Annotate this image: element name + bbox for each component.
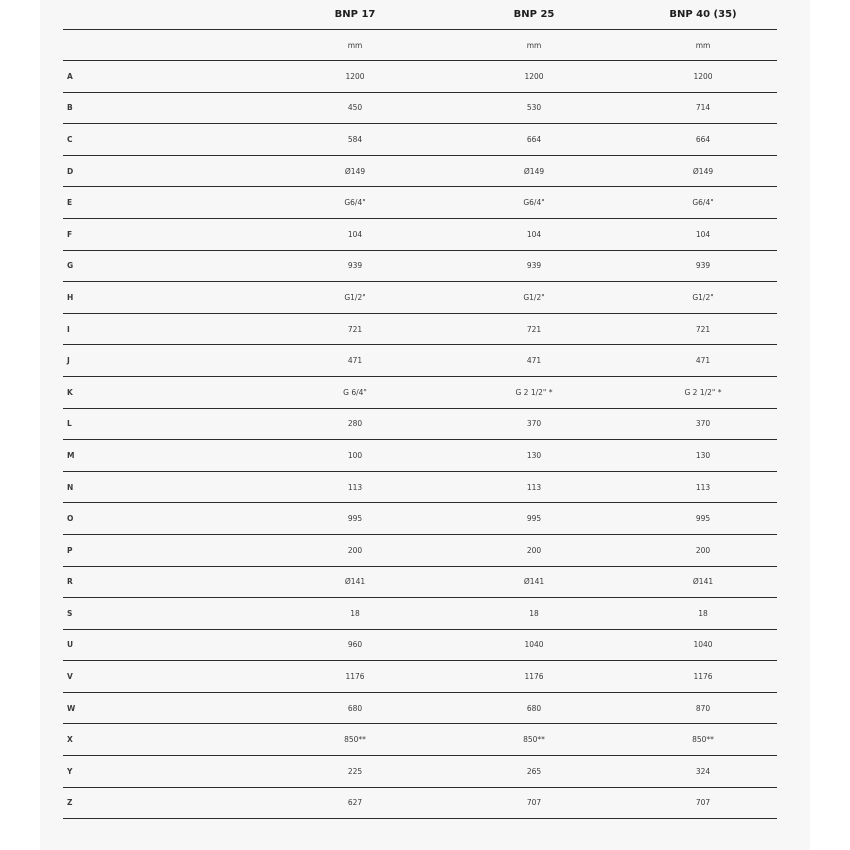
- value-cell: 680: [439, 692, 629, 724]
- value-cell: Ø149: [439, 155, 629, 187]
- row-label: B: [63, 92, 271, 124]
- value-cell: 707: [629, 787, 777, 819]
- table-row: [63, 692, 777, 724]
- table-row: [63, 534, 777, 566]
- table-row: [63, 629, 777, 661]
- value-cell: 130: [439, 440, 629, 472]
- value-cell: 1200: [271, 61, 439, 93]
- value-cell: 265: [439, 756, 629, 788]
- value-cell: 471: [629, 345, 777, 377]
- value-cell: 18: [271, 598, 439, 630]
- table-row: [63, 250, 777, 282]
- value-cell: 104: [271, 218, 439, 250]
- value-cell: 471: [439, 345, 629, 377]
- table-row: [63, 92, 777, 124]
- table-row: [63, 282, 777, 314]
- value-cell: 113: [629, 471, 777, 503]
- table-row: [63, 471, 777, 503]
- value-cell: 1040: [629, 629, 777, 661]
- table-row: [63, 440, 777, 472]
- value-cell: G 6/4": [271, 376, 439, 408]
- value-cell: 370: [629, 408, 777, 440]
- value-cell: 1200: [629, 61, 777, 93]
- row-label: M: [63, 440, 271, 472]
- table-row: [63, 155, 777, 187]
- value-cell: G 2 1/2" *: [629, 376, 777, 408]
- table-row: [63, 661, 777, 693]
- row-label: H: [63, 282, 271, 314]
- value-cell: 714: [629, 92, 777, 124]
- table-row: [63, 787, 777, 819]
- value-cell: 870: [629, 692, 777, 724]
- table-row: [63, 313, 777, 345]
- table-header: [63, 0, 777, 30]
- unit-label-cell: [63, 30, 271, 61]
- value-cell: 627: [271, 787, 439, 819]
- row-label: F: [63, 218, 271, 250]
- value-cell: 995: [439, 503, 629, 535]
- row-label: O: [63, 503, 271, 535]
- value-cell: 370: [439, 408, 629, 440]
- value-cell: 850**: [629, 724, 777, 756]
- value-cell: 530: [439, 92, 629, 124]
- unit-row: [63, 30, 777, 61]
- column-header-bnp-17: BNP 17: [271, 0, 439, 30]
- header-label-cell: [63, 0, 271, 30]
- column-header-bnp-40: BNP 40 (35): [629, 0, 777, 30]
- value-cell: G 2 1/2" *: [439, 376, 629, 408]
- row-label: R: [63, 566, 271, 598]
- value-cell: 939: [439, 250, 629, 282]
- row-label: C: [63, 124, 271, 156]
- value-cell: 721: [629, 313, 777, 345]
- value-cell: 584: [271, 124, 439, 156]
- value-cell: G1/2": [271, 282, 439, 314]
- unit-cell: mm: [439, 30, 629, 61]
- value-cell: 324: [629, 756, 777, 788]
- table-row: [63, 756, 777, 788]
- value-cell: 1176: [629, 661, 777, 693]
- value-cell: 850**: [271, 724, 439, 756]
- value-cell: 450: [271, 92, 439, 124]
- dimensions-table: [63, 0, 777, 819]
- unit-cell: mm: [271, 30, 439, 61]
- value-cell: 200: [439, 534, 629, 566]
- row-label: Z: [63, 787, 271, 819]
- value-cell: Ø141: [629, 566, 777, 598]
- value-cell: 104: [439, 218, 629, 250]
- value-cell: 707: [439, 787, 629, 819]
- value-cell: 113: [271, 471, 439, 503]
- row-label: E: [63, 187, 271, 219]
- value-cell: G6/4": [629, 187, 777, 219]
- value-cell: 939: [271, 250, 439, 282]
- row-label: V: [63, 661, 271, 693]
- unit-cell: mm: [629, 30, 777, 61]
- row-label: J: [63, 345, 271, 377]
- row-label: I: [63, 313, 271, 345]
- row-label: N: [63, 471, 271, 503]
- value-cell: 104: [629, 218, 777, 250]
- value-cell: 200: [271, 534, 439, 566]
- value-cell: 850**: [439, 724, 629, 756]
- value-cell: G1/2": [439, 282, 629, 314]
- value-cell: G6/4": [439, 187, 629, 219]
- value-cell: Ø149: [271, 155, 439, 187]
- value-cell: 995: [271, 503, 439, 535]
- value-cell: 113: [439, 471, 629, 503]
- table-row: [63, 566, 777, 598]
- value-cell: 18: [439, 598, 629, 630]
- value-cell: 100: [271, 440, 439, 472]
- row-label: A: [63, 61, 271, 93]
- value-cell: 1176: [271, 661, 439, 693]
- table-body: [63, 30, 777, 819]
- value-cell: 960: [271, 629, 439, 661]
- row-label: G: [63, 250, 271, 282]
- value-cell: Ø141: [439, 566, 629, 598]
- row-label: L: [63, 408, 271, 440]
- table-row: [63, 345, 777, 377]
- value-cell: Ø141: [271, 566, 439, 598]
- table-row: [63, 598, 777, 630]
- value-cell: 1176: [439, 661, 629, 693]
- value-cell: 471: [271, 345, 439, 377]
- value-cell: 1040: [439, 629, 629, 661]
- value-cell: 995: [629, 503, 777, 535]
- value-cell: 721: [271, 313, 439, 345]
- table-row: [63, 218, 777, 250]
- value-cell: 664: [439, 124, 629, 156]
- table-row: [63, 503, 777, 535]
- value-cell: 939: [629, 250, 777, 282]
- row-label: K: [63, 376, 271, 408]
- value-cell: 18: [629, 598, 777, 630]
- row-label: D: [63, 155, 271, 187]
- row-label: S: [63, 598, 271, 630]
- header-row: [63, 0, 777, 30]
- value-cell: 680: [271, 692, 439, 724]
- value-cell: 664: [629, 124, 777, 156]
- row-label: U: [63, 629, 271, 661]
- row-label: X: [63, 724, 271, 756]
- row-label: Y: [63, 756, 271, 788]
- value-cell: 721: [439, 313, 629, 345]
- value-cell: G1/2": [629, 282, 777, 314]
- row-label: P: [63, 534, 271, 566]
- table-row: [63, 187, 777, 219]
- row-label: W: [63, 692, 271, 724]
- value-cell: 225: [271, 756, 439, 788]
- value-cell: 130: [629, 440, 777, 472]
- value-cell: 1200: [439, 61, 629, 93]
- table-row: [63, 376, 777, 408]
- table-row: [63, 408, 777, 440]
- value-cell: 200: [629, 534, 777, 566]
- value-cell: 280: [271, 408, 439, 440]
- value-cell: Ø149: [629, 155, 777, 187]
- column-header-bnp-25: BNP 25: [439, 0, 629, 30]
- table-row: [63, 124, 777, 156]
- table-row: [63, 724, 777, 756]
- table-row: [63, 61, 777, 93]
- value-cell: G6/4": [271, 187, 439, 219]
